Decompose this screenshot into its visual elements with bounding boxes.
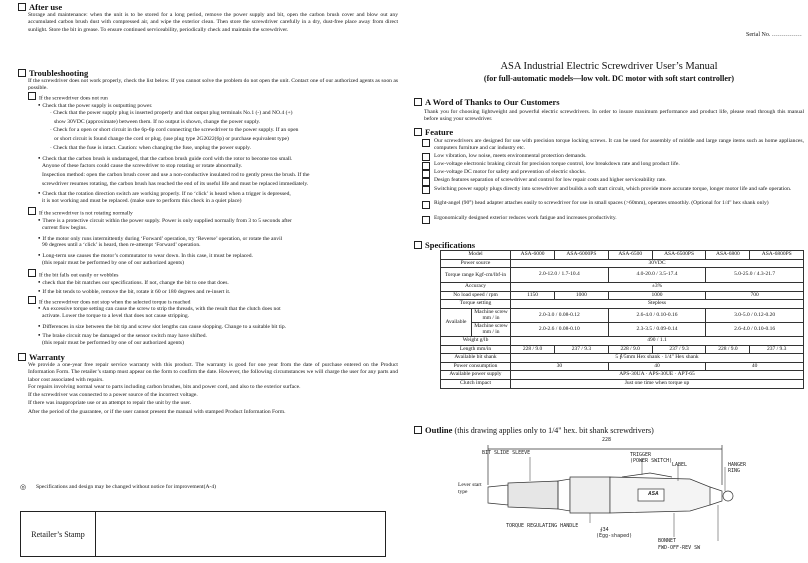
troubleshoot-line: or short circuit is found change the cord or plug. (use plug type 2G2022(6p) or purchase equivalent type) [54,136,289,143]
label-label: LABEL [672,462,688,468]
warranty-item: After the period of the guarantee, or if the user cannot present the manual with stamped Product Information Form. [28,408,286,415]
model-label: Model [441,251,511,260]
feature-item: Low-voltage DC motor for safety and prevention of electric shocks. [434,169,586,176]
troubleshoot-line: ● The brake circuit may be damaged or the sensor switch may have shifted. [38,331,207,340]
model-cell: ASA-6500PS [652,251,706,260]
dimension-label: 228 [602,437,612,443]
table-row [441,308,804,322]
table-row [441,379,804,388]
label-lever-start: Lever start type [458,482,482,495]
footer-symbol: ◎ [20,483,27,491]
table-cell: 40 [706,362,804,371]
table-cell: 5 ∮/5mm Hex shank · 1/4" Hex shank [511,354,804,363]
troubleshoot-line: ● Check that the power supply is outputting power. [38,101,152,110]
table-row [441,354,804,363]
troubleshoot-case: If the bit falls out easily or wobbles [28,269,118,280]
spec-table [440,250,804,389]
troubleshoot-line: ● There is a protective circuit within the power supply. Power is only supplied normally from 3 to 5 seconds after [38,216,292,225]
warranty-title: Warranty [29,352,65,362]
label-power-switch: (POWER SWITCH) [630,458,673,464]
table-cell: 2.3-3.5 / 0.09-0.14 [608,322,706,336]
table-cell: ±3% [511,283,804,292]
torque-handle [570,477,610,513]
warranty-heading [18,352,65,362]
after-use-body: Storage and maintenance: when the unit is to be stored for a long period, remove the power supply and bit, open the carbon brush cover and blow out any accumulated carbon brush dust with compressed air, and wipe the exterior clean. Then store the screwdriver carefully in a dry, dust-free place away from direct sunlight. Store the bit in grease. To ensure continued serviceability, periodically check and maintain the screwdriver. [28,12,398,33]
bit-slide-sleeve [508,481,558,509]
troubleshoot-line: · Check that the power supply plug is inserted properly and that output plug terminals No.1 (-) and NO.4 (+) [50,109,293,116]
row-label: Machine screw mm / in [472,308,511,322]
checkbox-icon[interactable] [414,128,422,136]
manual-title: ASA Industrial Electric Screwdriver User’s Manual [500,61,718,72]
table-cell: 1000 [555,291,609,300]
checkbox-icon[interactable] [422,178,430,186]
label-egg-shaped: (Egg-shaped) [596,533,633,539]
table-cell: Stepless [511,300,804,309]
troubleshoot-line: · Check for a open or short circuit in the 6p-6p cord connecting the screwdriver to the power supply. If an open [50,127,299,134]
checkbox-icon[interactable] [28,207,36,215]
checkbox-icon[interactable] [28,269,36,277]
troubleshoot-line: activate. Lower the torque to a level that does not cause stripping. [42,313,190,320]
model-cell: ASA-6800 [706,251,750,260]
feature-item: Our screwdrivers are designed for use with precision torque locking screws. It can be used for assembly of middle and large range items such as home appliances, computers furniture and car industry etc. [434,138,804,152]
table-cell: 228 / 9.0 [511,345,555,354]
table-row [441,322,804,336]
row-label: Available bit shank [441,354,511,363]
table-row [441,371,804,380]
troubleshoot-case: If the screwdriver does not run [28,92,108,103]
feature-title: Feature [425,127,454,137]
table-cell: 2.0-3.0 / 0.08-0.12 [511,308,609,322]
row-label: Clutch impact [441,379,511,388]
label-diameter: ∮34 [600,527,609,533]
feature-item: Low-voltage electronic braking circuit for precision torque control, low breakdown rate and long product life. [434,161,680,167]
feature-heading [414,127,453,137]
checkbox-icon[interactable] [422,216,430,224]
retailer-stamp-box [20,511,386,557]
table-cell: 2.6-4.0 / 0.10-0.16 [706,322,804,336]
model-cell: ASA-6500 [608,251,652,260]
row-label: Power consumption [441,362,511,371]
row-label: Length mm/in [441,345,511,354]
row-label: Machine screw mm / in [472,322,511,336]
model-cell: ASA-6800PS [750,251,804,260]
table-cell: 700 [706,291,804,300]
troubleshoot-case: If the screwdriver does not stop when the selected torque is reached [28,296,190,307]
troubleshooting-title: Troubleshooting [29,68,89,78]
feature-item: Switching power supply plugs directly into screwdriver and builds a soft start circuit, which provide more accurate torque, longer motor life and safe operation. [434,185,792,192]
troubleshoot-line: current flow begins. [42,224,87,231]
troubleshoot-line: (this repair must be performed by one of our authorized agents) [42,339,184,346]
troubleshoot-line: ● Differences in size between the bit tip and screw slot lengths can cause slopping. Change to a suitable bit tip. [38,322,286,331]
table-cell: 30 [511,362,609,371]
troubleshoot-line: Anyone of these factors could cause the screwdriver to stop rotating or rotate abnormally. [42,162,243,169]
troubleshoot-line: screwdriver resumes rotating, the carbon brush has reached the end of its useful life and must be replaced immediately. [42,180,309,187]
manual-subtitle: (for full-automatic models—low volt. DC motor with soft start controller) [483,74,735,83]
after-use-heading [18,2,62,12]
thanks-title: A Word of Thanks to Our Customers [425,97,560,107]
label-hanger-ring: HANGER RING [728,462,747,474]
row-label: Available power supply [441,371,511,380]
checkbox-icon[interactable] [422,162,430,170]
troubleshoot-line: (this repair must be performed by one of our authorized agents) [42,260,184,267]
troubleshoot-line: ● Check that the carbon brush is undamaged, that the carbon brush guide cord with the rotor to become too small. [38,154,292,163]
serial-value[interactable]: …………… [771,32,802,38]
table-row [441,259,804,268]
table-row [441,268,804,283]
model-cell: ASA-6000PS [555,251,609,260]
checkbox-icon[interactable] [414,98,422,106]
checkbox-icon[interactable] [18,353,26,361]
feature-item: Right-angel (90°) head adapter attaches easily to screwdriver for use in small spaces (>60mm), operates smoothly. (Optional for 1/4" hex shank only) [434,200,769,207]
table-cell: Just one time when torque up [511,379,804,388]
troubleshoot-line: ● Long-term use causes the motor’s commutator to wear down. In this case, it must be replaced. [38,251,253,260]
row-label: Weight g/lb [441,336,511,345]
table-row [441,362,804,371]
table-cell: APS-30UA · APS-30UE · APT-65 [511,371,804,380]
table-cell: 2.0-12.0 / 1.7-10.4 [511,268,609,283]
label-trigger: TRIGGER [630,452,652,458]
troubleshoot-line: it is not working and must be replaced. (make sure to perform this check in a quiet place) [42,198,242,205]
outline-heading [414,425,654,436]
warranty-item: For repairs involving normal wear to parts including carbon brushes, bits and power cord, and also to the exterior surface. [28,384,301,390]
table-row [441,291,804,300]
outline-title: Outline [425,425,453,435]
label-torque-handle: TORQUE REGULATING HANDLE [506,523,579,529]
feature-item: Ergonomically designed exterior reduces work fatigue and increases productivity. [434,215,617,222]
row-label: Torque setting [441,300,511,309]
table-cell: 1150 [511,291,555,300]
screwdriver-outline-drawing [410,437,808,563]
trigger [622,473,672,477]
label-bit-slide-sleeve: BIT SLIDE SLEEVE [482,450,531,456]
troubleshooting-intro: If the screwdriver does not work properly, check the list below. If you cannot solve the problem do not open the unit. Contact one of our authorized agents as soon as possible. [28,78,398,92]
label-fwd-rev: FWD-OFF-REV SW [658,545,701,551]
troubleshoot-line: ● check that the bit matches our specifications. If not, change the bit to one that does. [38,278,229,287]
table-row [441,345,804,354]
row-label: No load speed / rpm [441,291,511,300]
troubleshoot-line: Inspection method: open the carbon brush cover and use a non-conductive insulated rod to gently press the brush. If the [42,171,310,178]
troubleshoot-line: 90 degrees until a ‘click’ is heard, then re-attempt ‘Forward’ operation. [42,242,201,249]
bit-tip [488,485,508,505]
troubleshoot-line: ● An excessive torque setting can cause the screw to strip the threads, with the result that the clutch does not [38,304,281,313]
troubleshooting-heading [18,68,88,78]
thanks-heading [414,97,560,107]
model-cell: ASA-6000 [511,251,555,260]
troubleshoot-line: ● If the bit tends to wobble, remove the bit, rotate it 60 or 180 degrees and re-insert it. [38,287,230,296]
table-cell: 5.0-25.0 / 4.3-21.7 [706,268,804,283]
troubleshoot-line: show 30VDC (approximate) between them. If no output is shown, change the power supply. [54,118,261,125]
table-cell: 228 / 9.0 [706,345,750,354]
table-cell: 2.0-2.6 / 0.08-0.10 [511,322,609,336]
table-cell: 1000 [608,291,706,300]
table-row [441,251,804,260]
feature-item: Low vibration, low noise, meets environmental protection demands. [434,152,587,159]
retailer-stamp-label: Retailer’s Stamp [21,512,96,556]
table-cell: 490 / 1.1 [511,336,804,345]
table-cell: 2.6-4.0 / 0.10-0.16 [608,308,706,322]
row-label: Power source [441,259,511,268]
table-cell: 30VDC [511,259,804,268]
table-cell: 40 [608,362,706,371]
table-cell: 237 / 9.3 [555,345,609,354]
serial-label: Serial No. [746,32,771,38]
table-cell: 4.0-20.0 / 3.5-17.4 [608,268,706,283]
table-row [441,336,804,345]
table-cell: 3.0-5.0 / 0.12-0.20 [706,308,804,322]
table-row [441,283,804,292]
checkbox-icon[interactable] [414,426,422,434]
warranty-item: If the screwdriver was connected to a power source of the incorrect voltage. [28,392,198,399]
warranty-body: We provide a one-year free repair service warranty with this product. The warranty is good for one year from the date of purchase entered on the Product Information Form. The retailer’s stamp must appear on the form to confirm the date. However, the following circumstances we will charge the user for any parts and labor cost associated with repairs. [28,362,398,383]
collar [558,479,570,511]
label-bonnet: BONNET [658,538,677,544]
troubleshoot-line: · Check that the fuse is intact. Caution: when changing the fuse, unplug the power supply. [50,145,251,152]
checkbox-icon[interactable] [422,186,430,194]
hanger-ring [723,491,733,501]
logo-asa: ASA [648,491,659,497]
table-cell: 228 / 9.0 [608,345,652,354]
checkbox-icon[interactable] [18,3,26,11]
checkbox-icon[interactable] [422,153,430,161]
bonnet [710,487,722,505]
troubleshoot-case: If the screwdriver is not rotating normally [28,207,133,218]
outline-note: (this drawing applies only to 1/4" hex. bit shank screwdrivers) [454,426,654,435]
row-label: Available [441,308,472,336]
checkbox-icon[interactable] [28,92,36,100]
checkbox-icon[interactable] [422,170,430,178]
feature-item: Design features separation of screwdriver and control for low repair costs and higher serviceability rate. [434,177,667,184]
table-row [441,300,804,309]
row-label: Torque range Kgf-cm/lbf-in [441,268,511,283]
after-use-title: After use [29,2,63,12]
row-label: Accuracy [441,283,511,292]
specs-heading [414,240,475,250]
checkbox-icon[interactable] [18,69,26,77]
footer-note: Specifications and design may be changed without notice for improvement(A-4) [36,484,217,490]
checkbox-icon[interactable] [422,139,430,147]
checkbox-icon[interactable] [422,201,430,209]
thanks-body: Thank you for choosing lightweight and powerful electric screwdrivers. In order to insure maximum performance and product life, please read through this manual before using your screwdriver. [424,109,804,123]
table-cell: 237 / 9.3 [652,345,706,354]
checkbox-icon[interactable] [414,241,422,249]
checkbox-icon[interactable] [28,296,36,304]
table-cell: 237 / 9.3 [750,345,804,354]
serial-number [746,32,802,39]
specs-title: Specifications [425,240,476,250]
troubleshoot-line: ● Check that the rotation direction switch are working properly. If no ‘click’ is heard when a trigger is depressed, [38,189,291,198]
troubleshoot-line: ● If the motor only runs intermittently during ‘Forward’ operation, try ‘Reverse’ operation, or rotate the anvil [38,234,282,243]
warranty-item: If there was inappropriate use or an attempt to repair the unit by the user. [28,400,191,407]
